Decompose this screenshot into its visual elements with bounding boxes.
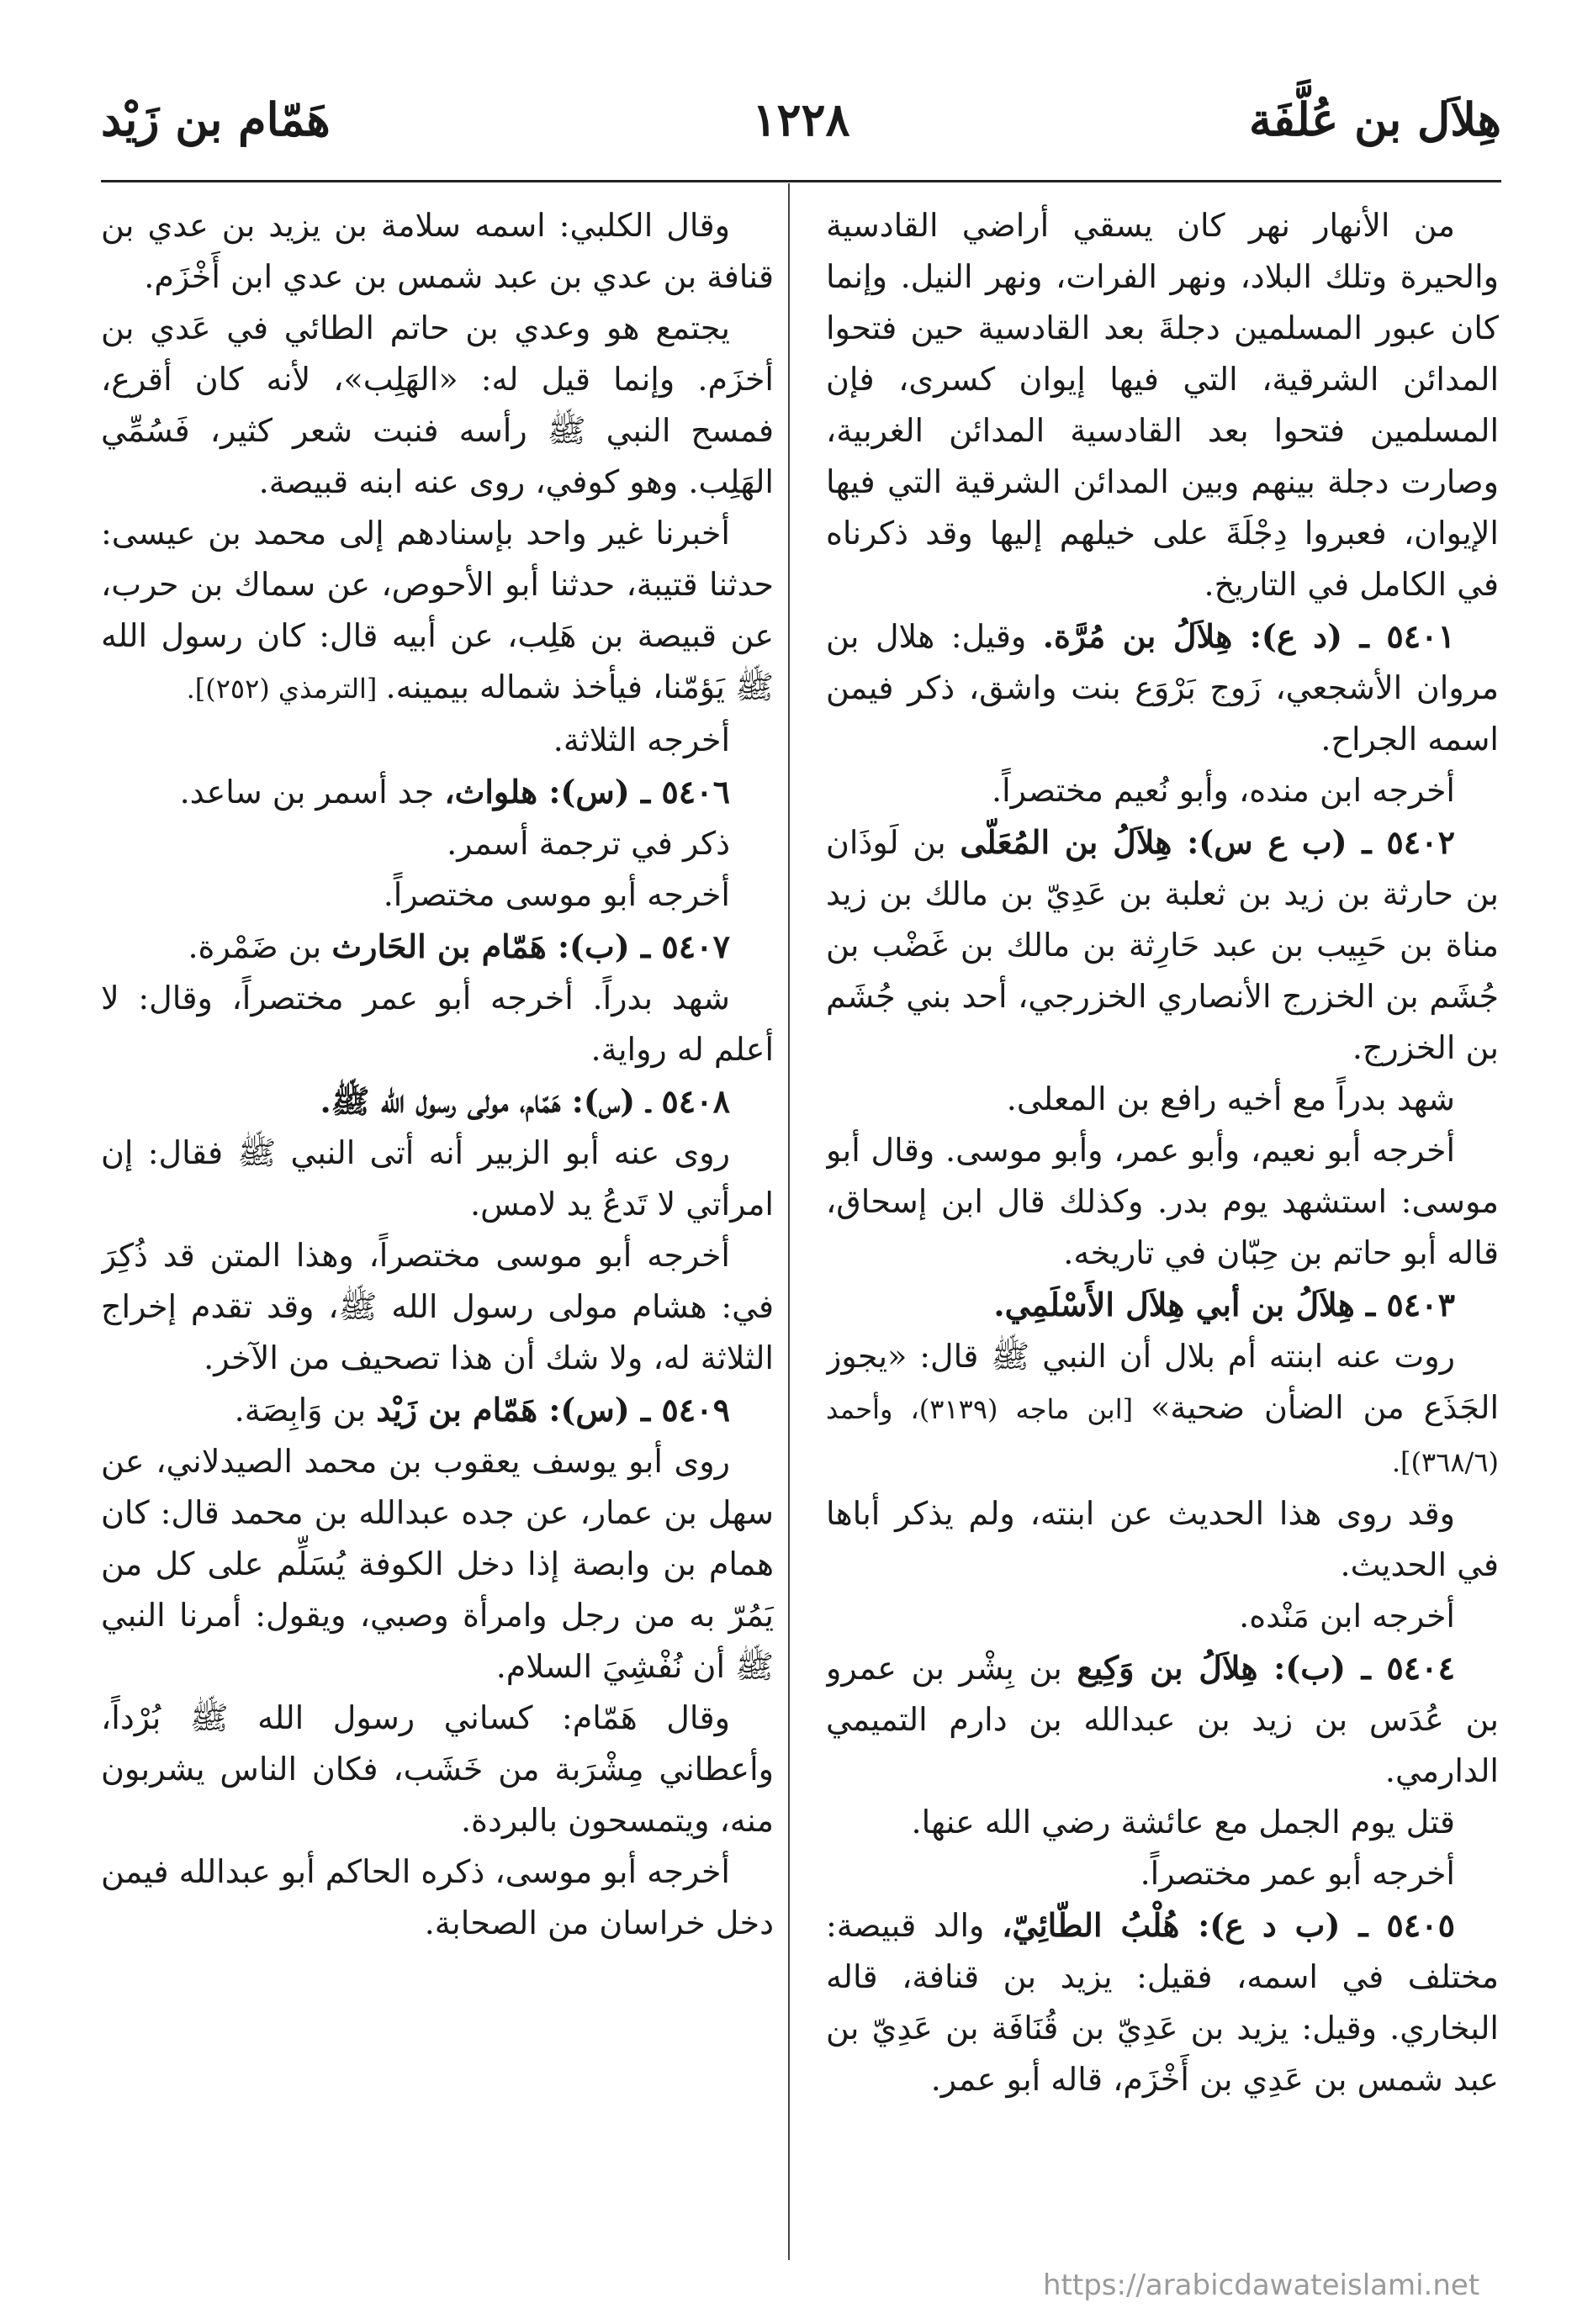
entry-heading: ٥٤٠٧ ـ (ب): هَمّام بن الحَارث xyxy=(331,927,730,965)
paragraph-text: روى عنه أبو الزبير أنه أتى النبي ﷺ فقال: إن امرأتي لا تَدعُ يد لامس. xyxy=(101,1134,774,1223)
paragraph-text: وقد روى هذا الحديث عن ابنته، ولم يذكر أباها في الحديث. xyxy=(826,1495,1499,1583)
header-rule xyxy=(101,180,1501,182)
paragraph xyxy=(826,1848,1499,1899)
paragraph xyxy=(826,200,1499,610)
entry-heading: ٥٤٠٦ ـ (س): هلواث، xyxy=(444,773,730,811)
paragraph-text: والد قبيصة: مختلف في اسمه، فقيل: يزيد بن قنافة، قاله البخاري. وقيل: يزيد بن عَدِيّ بن قُنَافَة بن عَدِيّ بن عبد شمس بن عَدِي بن أَخْزَم، قاله أبو عمر. xyxy=(826,1907,1499,2098)
running-title-left: هَمّام بن زَيْد xyxy=(101,92,331,146)
paragraph-text: وقال هَمّام: كساني رسول الله ﷺ بُرْداً، وأعطاني مِشْرَبة من خَشَب، فكان الناس يشربون منه، ويتمسحون بالبردة. xyxy=(101,1699,774,1839)
right-column xyxy=(826,200,1499,2252)
entry-heading: ٥٤٠٢ ـ (ب ع س): هِلاَلُ بن المُعَلّى xyxy=(960,823,1455,861)
entry-heading: ٥٤٠٣ ـ هِلاَلُ بن أبي هِلاَل الأَسْلَمِي. xyxy=(993,1286,1455,1323)
entry-heading: ٥٤٠٥ ـ (ب د ع): هُلْبُ الطّائِيّ، xyxy=(1002,1906,1455,1944)
entry-heading: ٥٤٠٨ ـ (س): هَمّام، مولى رسول الله ﷺ. xyxy=(320,1082,730,1120)
paragraph-text: شهد بدراً. أخرجه أبو عمر مختصراً، وقال: لا أعلم له رواية. xyxy=(101,980,774,1068)
paragraph xyxy=(826,1591,1499,1642)
column-divider xyxy=(788,183,790,2260)
running-title-right: هِلاَل بن عُلَّفَة xyxy=(1248,92,1501,146)
paragraph-text: روى أبو يوسف يعقوب بن محمد الصيدلاني، عن سهل بن عمار، عن جده عبدالله بن محمد قال: كان همام بن وابصة إذا دخل الكوفة يُسَلِّم على كل من يَمُرّ به من رجل وامرأة وصبي، ويقول: أمرنا النبي ﷺ أن نُفْشِيَ السلام. xyxy=(101,1443,774,1685)
paragraph xyxy=(101,766,774,818)
paragraph xyxy=(101,1436,774,1693)
paragraph xyxy=(826,765,1499,816)
paragraph-text: قتل يوم الجمل مع عائشة رضي الله عنها. xyxy=(911,1804,1455,1841)
paragraph xyxy=(101,303,774,508)
paragraph-text: أخرجه أبو عمر مختصراً. xyxy=(1140,1855,1455,1892)
entry-heading: ٥٤٠١ ـ (د ع): هِلاَلُ بن مُرَّة. xyxy=(1042,617,1455,655)
paragraph xyxy=(101,1693,774,1846)
paragraph xyxy=(826,610,1499,765)
paragraph-text: يجتمع هو وعدي بن حاتم الطائي في عَدي بن أخزَم. وإنما قيل له: «الهَلِب»، لأنه كان أقرع، فمسح النبي ﷺ رأسه فنبت شعر كثير، فَسُمِّي الهَلِب. وهو كوفي، روى عنه ابنه قبيصة. xyxy=(101,309,774,500)
paragraph-text: أخرجه أبو موسى مختصراً، وهذا المتن قد ذُكِرَ في: هشام مولى رسول الله ﷺ، وقد تقدم إخراج الثلاثة له، ولا شك أن هذا تصحيف من الآخر. xyxy=(101,1237,774,1376)
paragraph-text: أخرجه ابن منده، وأبو نُعيم مختصراً. xyxy=(992,772,1455,809)
paragraph xyxy=(826,1125,1499,1279)
paragraph-text: ذكر في ترجمة أسمر. xyxy=(447,825,730,862)
paragraph-text: شهد بدراً مع أخيه رافع بن المعلى. xyxy=(1006,1080,1455,1117)
paragraph xyxy=(826,1642,1499,1797)
paragraph xyxy=(101,1128,774,1230)
paragraph-text: وقال الكلبي: اسمه سلامة بن يزيد بن عدي بن قنافة بن عدي بن عبد شمس بن عدي ابن أَخْزَم. xyxy=(101,207,774,295)
paragraph xyxy=(101,1384,774,1436)
left-column xyxy=(101,200,774,2252)
paragraph xyxy=(826,1797,1499,1848)
paragraph xyxy=(101,973,774,1075)
paragraph-text: بن لَوذَان بن حارثة بن زيد بن ثعلبة بن عَدِيّ بن مالك بن زيد مناة بن حَبِيب بن عبد حَارِثة بن مالك بن غَضْب بن جُشَم بن الخزرج الأنصاري الخزرجي، أحد بني جُشَم بن الخزرج. xyxy=(826,824,1499,1066)
paragraph-text: وقيل: هلال بن مروان الأشجعي، زَوج بَرْوَع بنت واشق، ذكر فيمن اسمه الجراح. xyxy=(826,618,1499,758)
paragraph xyxy=(826,1074,1499,1125)
paragraph xyxy=(826,1899,1499,2105)
paragraph-text: من الأنهار نهر كان يسقي أراضي القادسية والحيرة وتلك البلاد، ونهر الفرات، ونهر النيل. وإنما كان عبور المسلمين دجلةَ بعد القادسية حين فتحوا المدائن الشرقية، التي فيها إيوان كسرى، فإن المسلمين فتحوا بعد القادسية المدائن الغربية، وصارت دجلة بينهم وبين المدائن الشرقية التي فيها الإيوان، فعبروا دِجْلَةَ على خيلهم إليها وقد ذكرناه في الكامل في التاريخ. xyxy=(826,207,1499,603)
watermark-url: https://arabicdawateislami.net xyxy=(1043,2269,1480,2302)
paragraph xyxy=(826,1279,1499,1331)
citation-reference: [الترمذي (٢٥٢)]. xyxy=(186,673,386,705)
paragraph xyxy=(101,200,774,303)
paragraph-text: أخرجه أبو موسى، ذكره الحاكم أبو عبدالله فيمن دخل خراسان من الصحابة. xyxy=(101,1853,774,1941)
paragraph-text: روت عنه ابنته أم بلال أن النبي ﷺ قال: «يجوز الجَذَع من الضأن ضحية» xyxy=(826,1338,1499,1426)
paragraph-text: أخرجه أبو موسى مختصراً. xyxy=(383,876,730,913)
paragraph-text: أخرجه الثلاثة. xyxy=(553,721,730,758)
page-header xyxy=(101,92,1501,173)
paragraph xyxy=(826,1488,1499,1591)
entry-heading: ٥٤٠٩ ـ (س): هَمّام بن زَيْد xyxy=(376,1391,730,1429)
citation-reference: [ابن ماجه (٣١٣٩)، وأحمد (٣٦٨/٦)]. xyxy=(826,1393,1499,1478)
paragraph-text: جد أسمر بن ساعد. xyxy=(179,774,445,811)
paragraph xyxy=(101,508,774,715)
paragraph xyxy=(101,715,774,766)
paragraph xyxy=(101,869,774,921)
paragraph xyxy=(101,921,774,973)
paragraph-text: أخبرنا غير واحد بإسنادهم إلى محمد بن عيسى: حدثنا قتيبة، حدثنا أبو الأحوص، عن سماك بن حرب، عن قبيصة بن هَلِب، عن أبيه قال: كان رسول الله ﷺ يَؤمّنا، فيأخذ شماله بيمينه. xyxy=(101,515,774,705)
paragraph xyxy=(101,1230,774,1384)
paragraph xyxy=(101,1846,774,1949)
paragraph-text: بن وَابِصَة. xyxy=(234,1392,377,1429)
paragraph-text: بن ضَمْرة. xyxy=(188,928,332,965)
paragraph xyxy=(826,1331,1499,1488)
paragraph-text: أخرجه ابن مَنْده. xyxy=(1239,1598,1455,1635)
entry-heading: ٥٤٠٤ ـ (ب): هِلاَلُ بن وَكِيع xyxy=(1077,1649,1455,1687)
page-number: ١٢٢٨ xyxy=(752,92,850,146)
paragraph-text: أخرجه أبو نعيم، وأبو عمر، وأبو موسى. وقال أبو موسى: استشهد يوم بدر. وكذلك قال ابن إسحاق، قاله أبو حاتم بن حِبّان في تاريخه. xyxy=(826,1132,1499,1271)
paragraph-text: بن بِشْر بن عمرو بن عُدَس بن زيد بن عبدالله بن دارم التميمي الدارمي. xyxy=(826,1650,1499,1789)
paragraph xyxy=(101,818,774,869)
paragraph xyxy=(101,1075,774,1128)
paragraph xyxy=(826,816,1499,1074)
